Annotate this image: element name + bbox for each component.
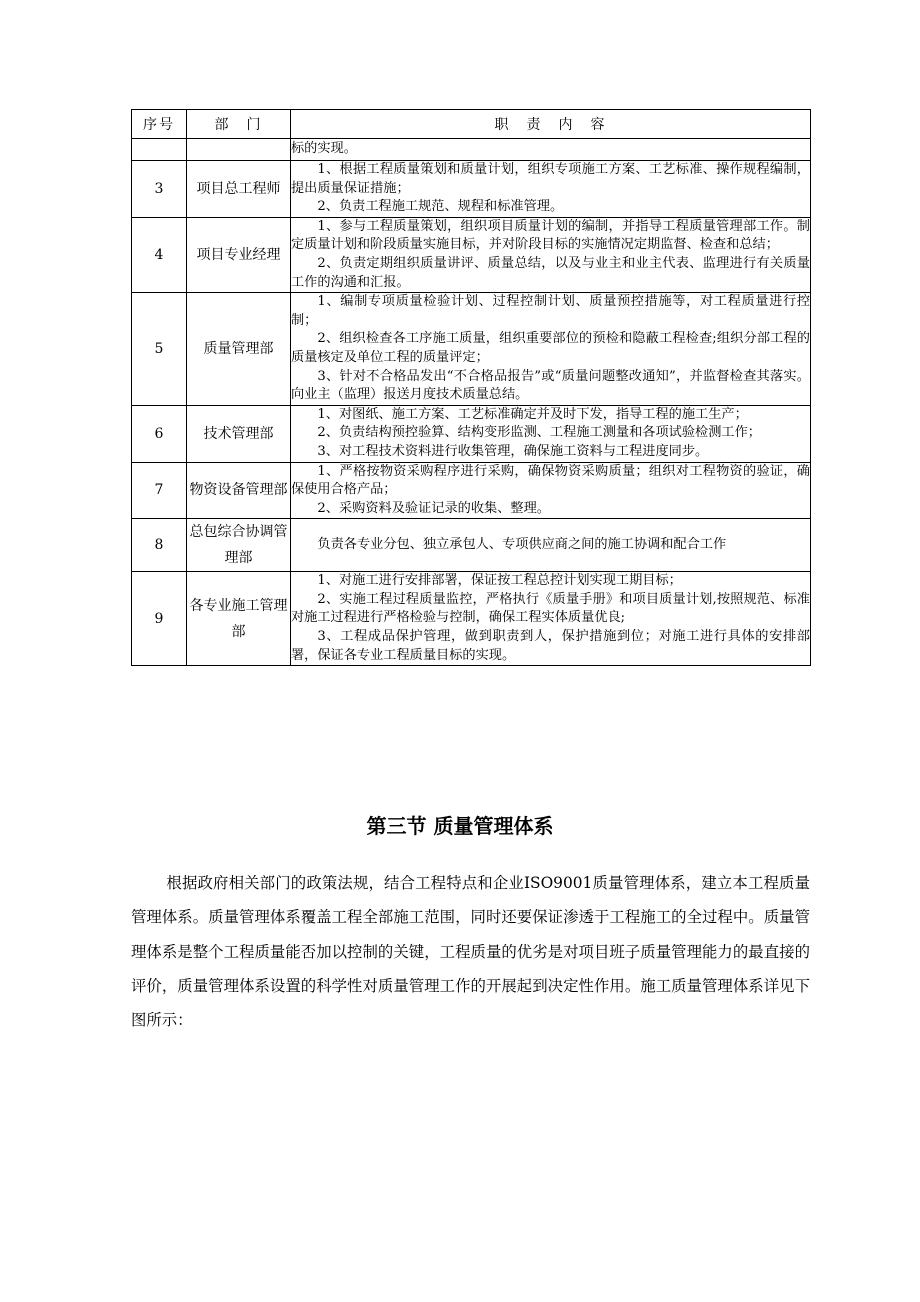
duty-line: 2、负责定期组织质量讲评、质量总结，以及与业主和业主代表、监理进行有关质量工作的沟通和汇报。 [291, 255, 810, 290]
row-no-cell: 9 [132, 572, 187, 666]
duty-line: 1、严格按物资采购程序进行采购，确保物资采购质量；组织对工程物资的验证，确保使用合格产品； [291, 463, 810, 498]
header-no: 序号 [132, 110, 187, 139]
header-dept: 部 门 [187, 110, 291, 139]
row-no-cell: 4 [132, 217, 187, 292]
table-row [132, 217, 811, 292]
row-dept-cell [187, 139, 291, 161]
row-no-cell: 3 [132, 161, 187, 218]
section-title: 第三节 质量管理体系 [366, 814, 554, 838]
duty-line: 1、参与工程质量策划，组织项目质量计划的编制，并指导工程质量管理部工作。制定质量计划和阶段质量实施目标，并对阶段目标的实施情况定期监督、检查和总结； [291, 218, 810, 253]
duty-line: 3、对工程技术资料进行收集管理，确保施工资料与工程进度同步。 [317, 443, 709, 459]
row-duty-cell [291, 462, 811, 519]
duty-line: 2、组织检查各工序施工质量，组织重要部位的预检和隐蔽工程检查;组织分部工程的质量核定及单位工程的质量评定； [291, 331, 810, 365]
row-no-cell: 5 [132, 293, 187, 406]
table-header-row [132, 110, 811, 139]
row-dept-cell: 技术管理部 [187, 405, 291, 462]
duty-line: 负责各专业分包、独立承包人、专项供应商之间的施工协调和配合工作 [317, 536, 727, 552]
row-dept-cell: 项目专业经理 [187, 217, 291, 292]
duty-line: 2、负责结构预控验算、结构变形监测、工程施工测量和各项试验检测工作； [317, 425, 761, 441]
duty-table [131, 109, 811, 666]
row-dept-cell: 质量管理部 [187, 293, 291, 406]
row-duty-cell [291, 217, 811, 292]
section-paragraph: 根据政府相关部门的政策法规，结合工程特点和企业ISO9001质量管理体系，建立本工程质量管理体系。质量管理体系覆盖工程全部施工范围，同时还要保证渗透于工程施工的全过程中。质量管理体系是整个工程质量能否加以控制的关键，工程质量的优劣是对项目班子质量管理能力的最直接的评价，质量管理体系设置的科学性对质量管理工作的开展起到决定性作用。施工质量管理体系详见下图所示： [131, 874, 810, 1030]
duty-line: 1、根据工程质量策划和质量计划，组织专项施工方案、工艺标准、操作规程编制，提出质量保证措施； [291, 162, 810, 196]
duty-line: 3、针对不合格品发出“不合格品报告”或“质量问题整改通知”，并监督检查其落实。向业主（监理）报送月度技术质量总结。 [291, 368, 810, 403]
row-no-cell: 7 [132, 462, 187, 519]
row-no-cell: 6 [132, 405, 187, 462]
duty-line: 2、实施工程过程质量监控，严格执行《质量手册》和项目质量计划,按照规范、标准对施工过程进行严格检验与控制，确保工程实体质量优良; [291, 591, 810, 626]
header-duty: 职 责 内 容 [291, 110, 811, 139]
row-duty-cell [291, 293, 811, 406]
table-row [132, 462, 811, 519]
row-no-cell: 8 [132, 519, 187, 572]
table-row [132, 519, 811, 572]
row-duty-cell [291, 405, 811, 462]
table-row [132, 405, 811, 462]
row-duty-cell [291, 161, 811, 218]
row-dept-cell: 物资设备管理部 [187, 462, 291, 519]
duty-line: 2、采购资料及验证记录的收集、整理。 [317, 500, 550, 516]
table-row [132, 293, 811, 406]
row-duty-cell [291, 572, 811, 666]
duty-line: 3、工程成品保护管理，做到职责到人，保护措施到位；对施工进行具体的安排部署，保证各专业工程质量目标的实现。 [291, 629, 810, 663]
row-duty-cell [291, 519, 811, 572]
duty-line: 2、负责工程施工规范、规程和标准管理。 [317, 199, 564, 215]
row-dept-cell: 各专业施工管理部 [187, 572, 291, 666]
table-row [132, 139, 811, 161]
table-row [132, 572, 811, 666]
row-dept-cell: 项目总工程师 [187, 161, 291, 218]
table-row [132, 161, 811, 218]
row-duty-cell [291, 139, 811, 161]
row-no-cell [132, 139, 187, 161]
duty-line: 1、编制专项质量检验计划、过程控制计划、质量预控措施等，对工程质量进行控制； [291, 294, 810, 328]
duty-line: 标的实现。 [291, 141, 357, 157]
row-dept-cell: 总包综合协调管理部 [187, 519, 291, 572]
duty-line: 1、对施工进行安排部署，保证按工程总控计划实现工期目标； [317, 573, 682, 589]
duty-line: 1、对图纸、施工方案、工艺标准确定并及时下发，指导工程的施工生产； [317, 406, 748, 422]
